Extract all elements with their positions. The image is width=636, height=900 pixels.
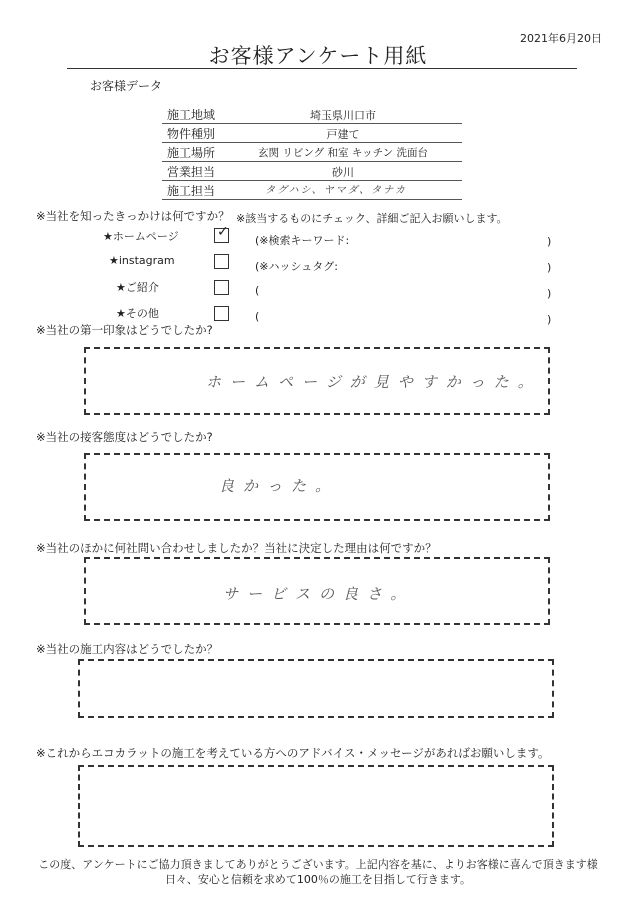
row-divider bbox=[162, 123, 462, 124]
checkbox-other[interactable] bbox=[214, 306, 229, 321]
answer-first-impression: ホームページが見やすかった。 bbox=[206, 373, 542, 391]
question-advice-message: ※これからエコカラットの施工を考えている方へのアドバイス・メッセージがあればお願いします。 bbox=[36, 746, 550, 760]
checkbox-referral[interactable] bbox=[214, 280, 229, 295]
footer-message-line-1: この度、アンケートにご協力頂きましてありがとうございます。上記内容を基に、よりお客様に喜んで頂きます様 bbox=[38, 858, 598, 871]
option-label-instagram: ★instagram bbox=[109, 254, 175, 267]
question-how-found: ※当社を知ったきっかけは何ですか？ bbox=[36, 209, 230, 223]
survey-date: 2021年6月20日 bbox=[520, 32, 602, 45]
option-close-instagram: ) bbox=[547, 261, 552, 274]
row-divider bbox=[162, 142, 462, 143]
footer-message-line-2: 日々、安心と信頼を求めて100％の施工を目指して行きます。 bbox=[164, 873, 472, 886]
question-first-impression: ※当社の第一印象はどうでしたか? bbox=[36, 323, 213, 337]
option-close-homepage: ) bbox=[547, 235, 552, 248]
option-detail-referral: ( bbox=[255, 284, 260, 297]
answer-box-other-companies[interactable] bbox=[84, 557, 550, 625]
option-close-referral: ) bbox=[547, 287, 552, 300]
row-value-location: 玄関 リビング 和室 キッチン 洗面台 bbox=[258, 147, 428, 159]
row-label-construction-staff: 施工担当 bbox=[167, 184, 216, 198]
option-label-other: ★その他 bbox=[116, 307, 159, 320]
option-detail-instagram: (※ハッシュタグ: bbox=[255, 260, 338, 273]
question-instruction: ※該当するものにチェック、詳細ご記入お願いします。 bbox=[236, 212, 508, 225]
check-mark-icon: ✓ bbox=[217, 224, 229, 240]
answer-box-advice-message[interactable] bbox=[78, 765, 554, 847]
row-label-area: 施工地域 bbox=[167, 108, 216, 122]
checkbox-homepage[interactable] bbox=[214, 224, 229, 243]
customer-section-label: お客様データ bbox=[90, 79, 163, 93]
answer-box-first-impression[interactable] bbox=[84, 347, 550, 415]
page-title: お客様アンケート用紙 bbox=[208, 44, 428, 68]
row-value-property-type: 戸建て bbox=[326, 128, 360, 141]
row-label-sales-staff: 営業担当 bbox=[167, 165, 216, 179]
row-label-property-type: 物件種別 bbox=[167, 127, 216, 141]
row-value-construction-staff: タグハシ、ヤマダ、タナカ bbox=[265, 185, 407, 196]
option-detail-homepage: (※検索キーワード: bbox=[255, 234, 350, 247]
option-close-other: ) bbox=[547, 313, 552, 326]
option-label-homepage: ★ホームページ bbox=[103, 230, 179, 243]
answer-box-construction-quality[interactable] bbox=[78, 659, 554, 718]
row-divider bbox=[162, 199, 462, 200]
row-divider bbox=[162, 161, 462, 162]
answer-other-companies: サービスの良さ。 bbox=[223, 585, 415, 603]
answer-customer-service: 良かった。 bbox=[219, 477, 340, 495]
question-other-companies: ※当社のほかに何社問い合わせしましたか？当社に決定した理由は何ですか？ bbox=[36, 541, 437, 555]
answer-box-customer-service[interactable] bbox=[84, 453, 550, 521]
question-customer-service: ※当社の接客態度はどうでしたか? bbox=[36, 430, 213, 444]
option-detail-other: ( bbox=[255, 310, 260, 323]
title-underline bbox=[67, 68, 577, 69]
row-value-sales-staff: 砂川 bbox=[332, 166, 354, 179]
option-label-referral: ★ご紹介 bbox=[116, 281, 159, 294]
checkbox-instagram[interactable] bbox=[214, 254, 229, 269]
row-value-area: 埼玉県川口市 bbox=[310, 109, 376, 122]
row-label-location: 施工場所 bbox=[167, 146, 216, 160]
question-construction-quality: ※当社の施工内容はどうでしたか？ bbox=[36, 642, 219, 656]
